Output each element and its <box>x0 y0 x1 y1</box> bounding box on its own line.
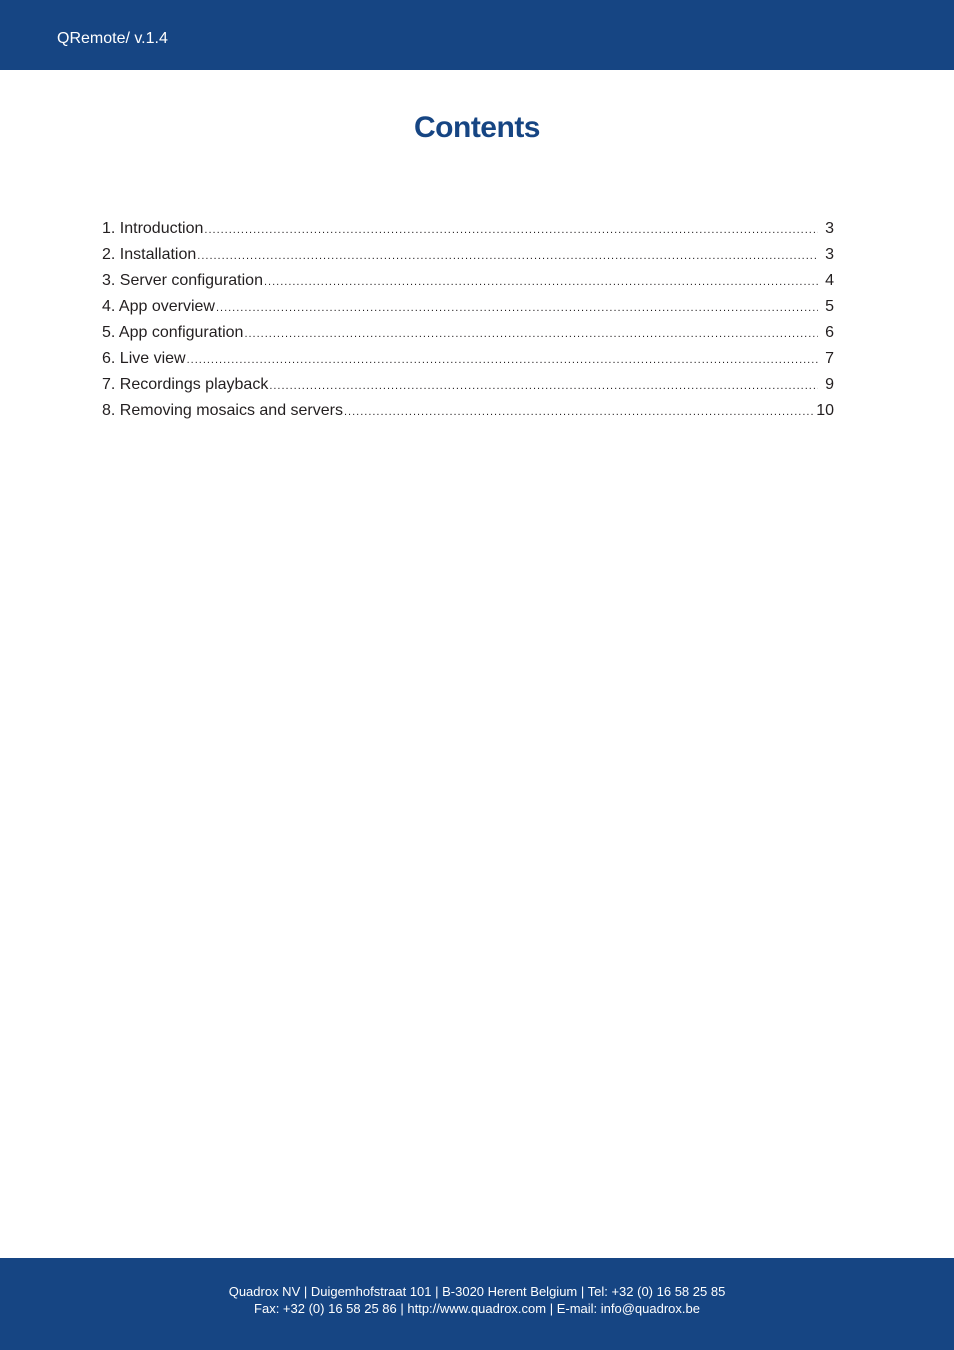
toc-entry-label: 1. Introduction <box>102 220 204 237</box>
toc-entry-recordings-playback[interactable] <box>102 374 834 400</box>
page-title: Contents <box>414 111 540 144</box>
toc-entry-page: 9 <box>825 376 834 393</box>
toc-entry-label: 2. Installation <box>102 246 197 263</box>
toc-entry-label: 7. Recordings playback <box>102 376 269 393</box>
toc-entry-introduction[interactable] <box>102 218 834 244</box>
toc-dot-leader <box>269 375 818 397</box>
toc-dot-leader <box>244 323 818 345</box>
toc-entry-page: 3 <box>825 246 834 263</box>
toc-dot-leader <box>344 401 814 423</box>
document-version-title: QRemote/ v.1.4 <box>57 30 168 47</box>
toc-dot-leader <box>187 349 818 371</box>
toc-dot-leader <box>197 245 818 267</box>
toc-entry-live-view[interactable] <box>102 348 834 374</box>
page-header-bar <box>0 0 954 70</box>
toc-entry-label: 6. Live view <box>102 350 186 367</box>
toc-entry-removing-mosaics-and-servers[interactable] <box>102 400 834 426</box>
toc-entry-app-overview[interactable] <box>102 296 834 322</box>
toc-entry-page: 5 <box>825 298 834 315</box>
toc-dot-leader <box>204 219 818 241</box>
toc-entry-label: 3. Server configuration <box>102 272 263 289</box>
footer-company-address: Quadrox NV | Duigemhofstraat 101 | B-3020 Herent Belgium | Tel: +32 (0) 16 58 25 85 <box>228 1284 726 1299</box>
toc-entry-page: 7 <box>825 350 834 367</box>
toc-entry-page: 6 <box>825 324 834 341</box>
footer-contact-info: Fax: +32 (0) 16 58 25 86 | http://www.quadrox.com | E-mail: info@quadrox.be <box>254 1301 700 1316</box>
toc-entry-server-configuration[interactable] <box>102 270 834 296</box>
toc-entry-page: 3 <box>825 220 834 237</box>
toc-entry-page: 10 <box>816 402 834 419</box>
toc-entry-label: 4. App overview <box>102 298 215 315</box>
toc-entry-installation[interactable] <box>102 244 834 270</box>
toc-dot-leader <box>216 297 818 319</box>
page-footer-bar <box>0 1258 954 1350</box>
toc-entry-label: 8. Removing mosaics and servers <box>102 402 343 419</box>
toc-entry-page: 4 <box>825 272 834 289</box>
toc-entry-label: 5. App configuration <box>102 324 244 341</box>
table-of-contents <box>102 218 834 426</box>
toc-entry-app-configuration[interactable] <box>102 322 834 348</box>
toc-dot-leader <box>264 271 818 293</box>
